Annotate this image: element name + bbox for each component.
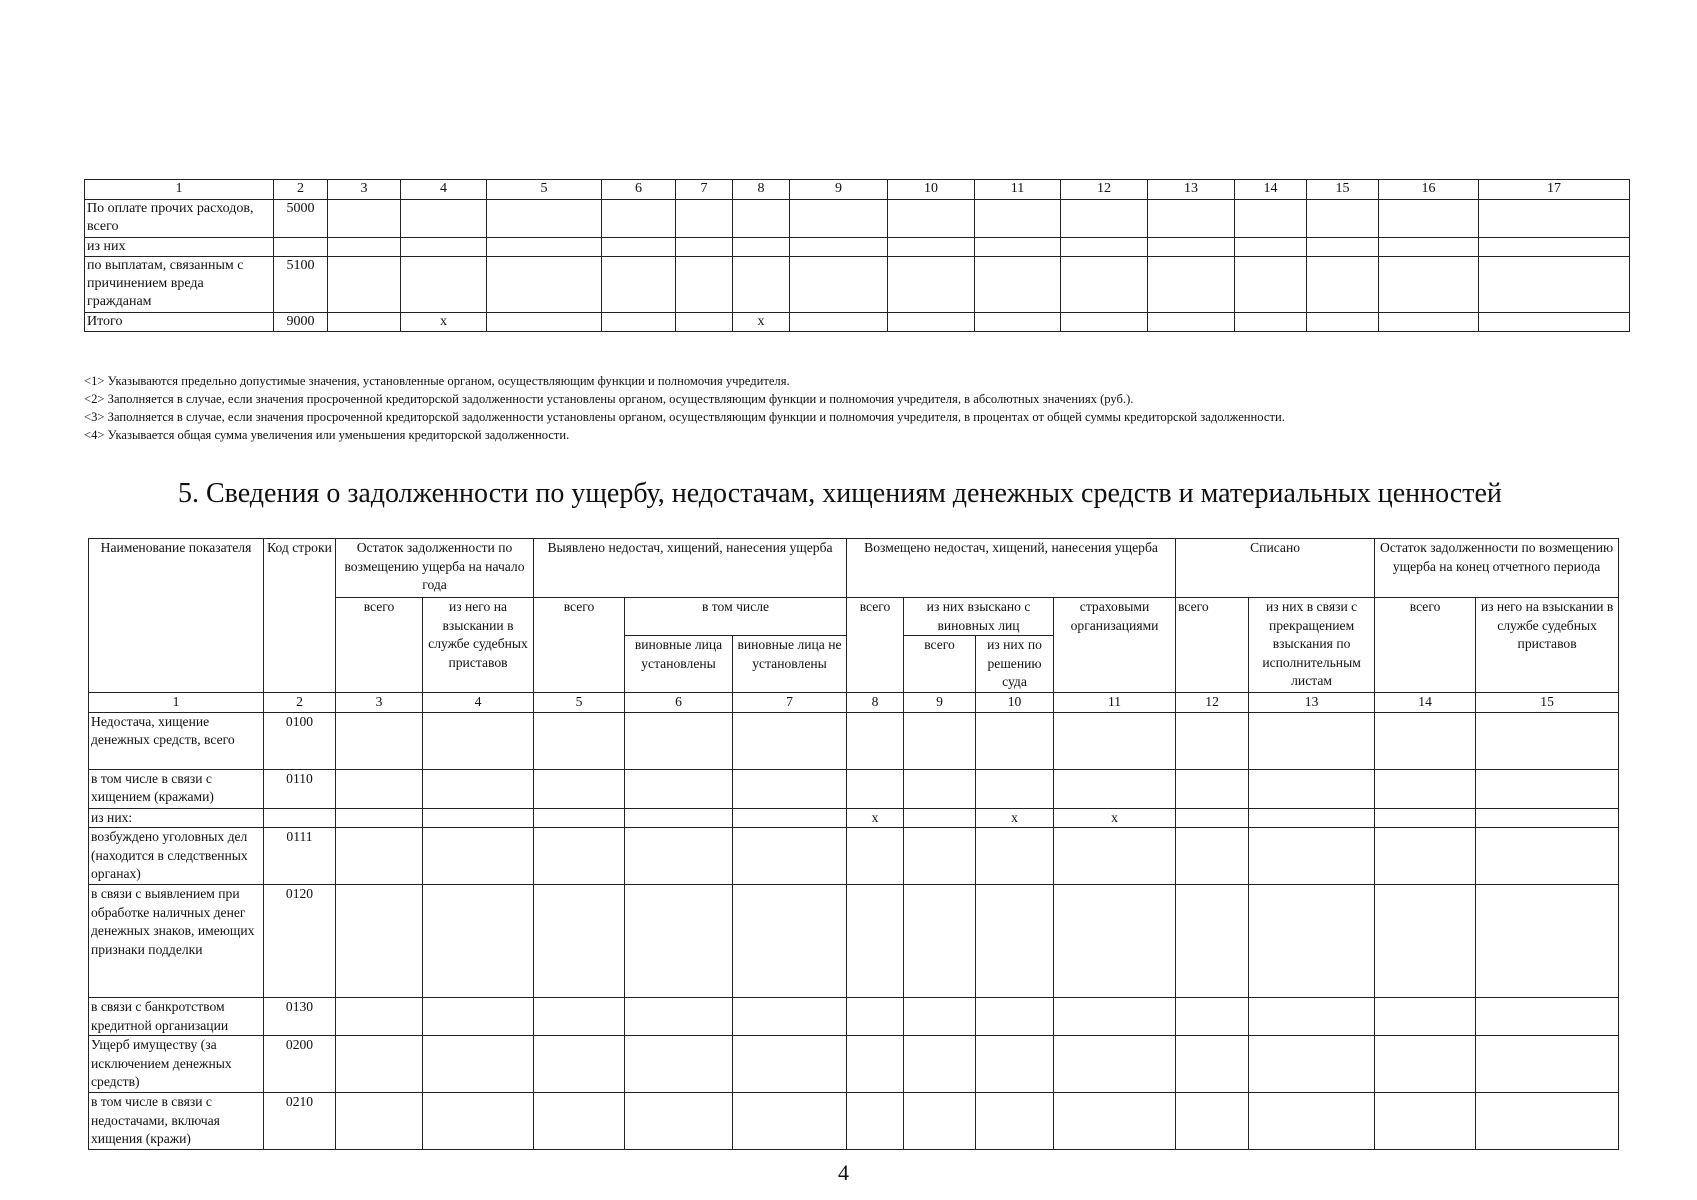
cell xyxy=(1476,769,1619,808)
header-guilty-not-found: виновные лица не установлены xyxy=(733,636,847,693)
cell xyxy=(1061,313,1148,332)
row-code: 5000 xyxy=(274,200,328,238)
cell xyxy=(1307,238,1379,257)
table-row xyxy=(89,712,1619,769)
cell xyxy=(625,885,733,998)
cell xyxy=(423,712,534,769)
cell xyxy=(790,238,888,257)
col-number: 12 xyxy=(1176,693,1249,713)
cell xyxy=(336,712,423,769)
cell xyxy=(976,1093,1054,1150)
cell: x xyxy=(733,313,790,332)
col-number: 6 xyxy=(625,693,733,713)
cell xyxy=(904,712,976,769)
row-code: 0120 xyxy=(264,885,336,998)
cell xyxy=(487,257,602,313)
header-row-1 xyxy=(89,539,1619,598)
row-name: по выплатам, связанным с причинением вреда гражданам xyxy=(85,257,274,313)
cell xyxy=(1176,808,1249,828)
row-name: Итого xyxy=(85,313,274,332)
cell xyxy=(1375,712,1476,769)
cell xyxy=(976,1036,1054,1093)
cell xyxy=(602,313,676,332)
row-name: Недостача, хищение денежных средств, всего xyxy=(89,712,264,769)
header-total: всего xyxy=(1375,598,1476,693)
row-name: По оплате прочих расходов, всего xyxy=(85,200,274,238)
cell xyxy=(1235,313,1307,332)
cell xyxy=(328,257,401,313)
row-code: 0200 xyxy=(264,1036,336,1093)
footnote-1: <1> Указываются предельно допустимые значения, установленные органом, осуществляющим функции и полномочия учредителя. xyxy=(84,374,790,388)
cell xyxy=(1061,257,1148,313)
cell xyxy=(1307,313,1379,332)
cell xyxy=(328,238,401,257)
cell xyxy=(487,238,602,257)
col-number: 14 xyxy=(1375,693,1476,713)
cell xyxy=(1476,828,1619,885)
cell xyxy=(1235,200,1307,238)
cell xyxy=(602,200,676,238)
cell xyxy=(534,998,625,1036)
cell: x xyxy=(401,313,487,332)
cell xyxy=(1375,1093,1476,1150)
cell xyxy=(602,257,676,313)
header-total: всего xyxy=(904,636,976,693)
cell xyxy=(847,769,904,808)
table-row xyxy=(85,257,1630,313)
header-total: всего xyxy=(534,598,625,693)
col-number: 5 xyxy=(534,693,625,713)
cell xyxy=(423,885,534,998)
cell xyxy=(904,1093,976,1150)
row-name: возбуждено уголовных дел (находится в следственных органах) xyxy=(89,828,264,885)
table-row xyxy=(89,769,1619,808)
table-row xyxy=(89,808,1619,828)
cell xyxy=(733,769,847,808)
cell xyxy=(733,998,847,1036)
cell xyxy=(733,1036,847,1093)
cell xyxy=(1476,998,1619,1036)
col-number: 8 xyxy=(733,180,790,200)
cell xyxy=(1249,998,1375,1036)
cell xyxy=(1054,1036,1176,1093)
cell xyxy=(1375,885,1476,998)
cell xyxy=(847,1036,904,1093)
cell xyxy=(423,808,534,828)
cell xyxy=(1479,200,1630,238)
cell xyxy=(733,885,847,998)
cell xyxy=(1307,257,1379,313)
table-row xyxy=(89,828,1619,885)
row-name: из них xyxy=(85,238,274,257)
table-row xyxy=(85,238,1630,257)
cell xyxy=(1249,712,1375,769)
col-number: 10 xyxy=(976,693,1054,713)
cell xyxy=(328,200,401,238)
cell xyxy=(888,257,975,313)
cell xyxy=(423,1093,534,1150)
cell xyxy=(904,998,976,1036)
cell xyxy=(1379,238,1479,257)
row-code: 9000 xyxy=(274,313,328,332)
cell xyxy=(733,257,790,313)
row-name: в том числе в связи с недостачами, включая хищения (кражи) xyxy=(89,1093,264,1150)
cell xyxy=(1476,808,1619,828)
cell xyxy=(625,998,733,1036)
cell xyxy=(401,200,487,238)
cell xyxy=(1054,828,1176,885)
cell xyxy=(1054,998,1176,1036)
cell xyxy=(1176,828,1249,885)
cell xyxy=(888,238,975,257)
header-total: всего xyxy=(336,598,423,693)
col-number: 4 xyxy=(423,693,534,713)
header-recovered-guilty: из них взыскано с виновных лиц xyxy=(904,598,1054,636)
cell xyxy=(625,808,733,828)
col-number: 5 xyxy=(487,180,602,200)
col-number: 11 xyxy=(975,180,1061,200)
table-row xyxy=(89,1036,1619,1093)
row-code: 0130 xyxy=(264,998,336,1036)
cell xyxy=(1479,313,1630,332)
cell xyxy=(1249,769,1375,808)
footnote-2: <2> Заполняется в случае, если значения просроченной кредиторской задолженности установлены органом, осуществляющим функции и полномочия учредителя, в абсолютных значениях (руб.). xyxy=(84,392,1134,406)
col-number: 9 xyxy=(904,693,976,713)
header-compensated: Возмещено недостач, хищений, нанесения ущерба xyxy=(847,539,1176,598)
col-number: 2 xyxy=(274,180,328,200)
cell xyxy=(1061,238,1148,257)
cell xyxy=(487,313,602,332)
cell xyxy=(1375,769,1476,808)
col-number: 17 xyxy=(1479,180,1630,200)
table-row xyxy=(89,998,1619,1036)
cell xyxy=(625,712,733,769)
row-code: 5100 xyxy=(274,257,328,313)
cell xyxy=(976,998,1054,1036)
header-name: Наименование показателя xyxy=(89,539,264,693)
cell xyxy=(336,769,423,808)
table-row xyxy=(85,313,1630,332)
col-number: 12 xyxy=(1061,180,1148,200)
cell xyxy=(847,828,904,885)
cell xyxy=(1176,998,1249,1036)
cell xyxy=(904,808,976,828)
cell xyxy=(790,313,888,332)
header-in-bailiff: из него на взыскании в службе судебных приставов xyxy=(423,598,534,693)
cell xyxy=(602,238,676,257)
cell xyxy=(904,769,976,808)
column-numbers-row xyxy=(89,693,1619,713)
cell xyxy=(423,998,534,1036)
cell xyxy=(733,712,847,769)
cell xyxy=(733,238,790,257)
col-number: 7 xyxy=(676,180,733,200)
cell xyxy=(1249,1093,1375,1150)
damage-debt-table xyxy=(88,538,1619,1150)
cell xyxy=(733,1093,847,1150)
footnote-3: <3> Заполняется в случае, если значения просроченной кредиторской задолженности установлены органом, осуществляющим функции и полномочия учредителя, в процентах от общей суммы кредиторской задолженности. xyxy=(84,410,1285,424)
cell xyxy=(534,1036,625,1093)
cell xyxy=(904,885,976,998)
cell: x xyxy=(976,808,1054,828)
page-number: 4 xyxy=(838,1160,849,1185)
cell xyxy=(534,828,625,885)
expenses-table xyxy=(84,179,1630,332)
cell xyxy=(1235,257,1307,313)
cell xyxy=(1054,885,1176,998)
section-title: 5. Сведения о задолженности по ущербу, недостачам, хищениям денежных средств и материальных ценностей xyxy=(178,478,1502,509)
cell xyxy=(888,200,975,238)
cell xyxy=(888,313,975,332)
col-number: 1 xyxy=(89,693,264,713)
cell xyxy=(1176,1036,1249,1093)
cell xyxy=(904,828,976,885)
header-total: всего xyxy=(847,598,904,693)
header-code: Код строки xyxy=(264,539,336,693)
cell xyxy=(1148,313,1235,332)
table-row xyxy=(89,1093,1619,1150)
cell xyxy=(401,257,487,313)
row-name: в связи с банкротством кредитной организации xyxy=(89,998,264,1036)
cell xyxy=(1061,200,1148,238)
cell xyxy=(423,828,534,885)
cell xyxy=(1476,712,1619,769)
cell xyxy=(487,200,602,238)
header-insurance: страховыми организациями xyxy=(1054,598,1176,693)
cell xyxy=(534,808,625,828)
row-name: из них: xyxy=(89,808,264,828)
table-row xyxy=(89,885,1619,998)
header-rest-end: Остаток задолженности по возмещению ущерба на конец отчетного периода xyxy=(1375,539,1619,598)
cell xyxy=(975,313,1061,332)
header-revealed: Выявлено недостач, хищений, нанесения ущерба xyxy=(534,539,847,598)
col-number: 9 xyxy=(790,180,888,200)
cell xyxy=(976,828,1054,885)
cell xyxy=(1249,885,1375,998)
cell xyxy=(790,200,888,238)
footnotes xyxy=(84,372,1285,444)
cell xyxy=(1479,257,1630,313)
table-row xyxy=(85,200,1630,238)
col-number: 3 xyxy=(336,693,423,713)
col-number: 3 xyxy=(328,180,401,200)
cell xyxy=(1476,885,1619,998)
cell xyxy=(904,1036,976,1093)
row-code: 0100 xyxy=(264,712,336,769)
cell xyxy=(1176,712,1249,769)
row-code xyxy=(274,238,328,257)
cell xyxy=(1375,998,1476,1036)
cell xyxy=(534,885,625,998)
header-rest-start: Остаток задолженности по возмещению ущерба на начало года xyxy=(336,539,534,598)
cell xyxy=(676,238,733,257)
cell xyxy=(790,257,888,313)
col-number: 15 xyxy=(1476,693,1619,713)
cell xyxy=(1307,200,1379,238)
cell xyxy=(1379,313,1479,332)
cell xyxy=(1176,1093,1249,1150)
cell xyxy=(1249,828,1375,885)
header-guilty-found: виновные лица установлены xyxy=(625,636,733,693)
col-number: 13 xyxy=(1249,693,1375,713)
row-name: Ущерб имуществу (за исключением денежных средств) xyxy=(89,1036,264,1093)
cell xyxy=(1054,769,1176,808)
cell xyxy=(336,1093,423,1150)
header-total: всего xyxy=(1176,598,1249,693)
col-number: 11 xyxy=(1054,693,1176,713)
cell xyxy=(1375,828,1476,885)
cell xyxy=(1249,808,1375,828)
cell xyxy=(328,313,401,332)
cell xyxy=(1379,200,1479,238)
cell xyxy=(975,238,1061,257)
col-number: 2 xyxy=(264,693,336,713)
cell xyxy=(1479,238,1630,257)
cell xyxy=(976,885,1054,998)
cell: x xyxy=(847,808,904,828)
cell xyxy=(847,885,904,998)
cell xyxy=(423,769,534,808)
cell xyxy=(676,200,733,238)
cell xyxy=(1176,885,1249,998)
col-number: 16 xyxy=(1379,180,1479,200)
row-name: в связи с выявлением при обработке наличных денег денежных знаков, имеющих признаки подделки xyxy=(89,885,264,998)
cell xyxy=(847,1093,904,1150)
cell xyxy=(625,769,733,808)
cell xyxy=(534,769,625,808)
cell xyxy=(1476,1036,1619,1093)
cell xyxy=(336,998,423,1036)
header-in-bailiff-end: из него на взыскании в службе судебных приставов xyxy=(1476,598,1619,693)
cell xyxy=(1375,1036,1476,1093)
cell xyxy=(847,998,904,1036)
cell xyxy=(1148,200,1235,238)
cell xyxy=(733,828,847,885)
cell xyxy=(1476,1093,1619,1150)
col-number: 6 xyxy=(602,180,676,200)
cell xyxy=(336,885,423,998)
table1-header-row xyxy=(85,180,1630,200)
cell xyxy=(733,200,790,238)
cell xyxy=(733,808,847,828)
cell xyxy=(1148,238,1235,257)
cell xyxy=(1235,238,1307,257)
footnote-4: <4> Указывается общая сумма увеличения или уменьшения кредиторской задолженности. xyxy=(84,428,570,442)
cell xyxy=(423,1036,534,1093)
cell xyxy=(534,1093,625,1150)
cell xyxy=(625,828,733,885)
cell xyxy=(975,200,1061,238)
row-code xyxy=(264,808,336,828)
cell xyxy=(336,808,423,828)
col-number: 1 xyxy=(85,180,274,200)
cell xyxy=(534,712,625,769)
header-including: в том числе xyxy=(625,598,847,636)
col-number: 10 xyxy=(888,180,975,200)
cell xyxy=(1054,1093,1176,1150)
cell xyxy=(336,1036,423,1093)
cell xyxy=(1054,712,1176,769)
header-termination-writ: из них в связи с прекращением взыскания по исполнительным листам xyxy=(1249,598,1375,693)
row-code: 0210 xyxy=(264,1093,336,1150)
cell xyxy=(336,828,423,885)
col-number: 15 xyxy=(1307,180,1379,200)
col-number: 13 xyxy=(1148,180,1235,200)
cell xyxy=(401,238,487,257)
header-court: из них по решению суда xyxy=(976,636,1054,693)
cell: x xyxy=(1054,808,1176,828)
cell xyxy=(975,257,1061,313)
col-number: 7 xyxy=(733,693,847,713)
cell xyxy=(676,257,733,313)
header-written-off: Списано xyxy=(1176,539,1375,598)
cell xyxy=(1375,808,1476,828)
cell xyxy=(625,1093,733,1150)
cell xyxy=(1176,769,1249,808)
cell xyxy=(976,712,1054,769)
cell xyxy=(847,712,904,769)
cell xyxy=(1379,257,1479,313)
col-number: 4 xyxy=(401,180,487,200)
row-code: 0111 xyxy=(264,828,336,885)
cell xyxy=(676,313,733,332)
col-number: 8 xyxy=(847,693,904,713)
row-code: 0110 xyxy=(264,769,336,808)
cell xyxy=(1148,257,1235,313)
row-name: в том числе в связи с хищением (кражами) xyxy=(89,769,264,808)
cell xyxy=(1249,1036,1375,1093)
col-number: 14 xyxy=(1235,180,1307,200)
cell xyxy=(625,1036,733,1093)
cell xyxy=(976,769,1054,808)
